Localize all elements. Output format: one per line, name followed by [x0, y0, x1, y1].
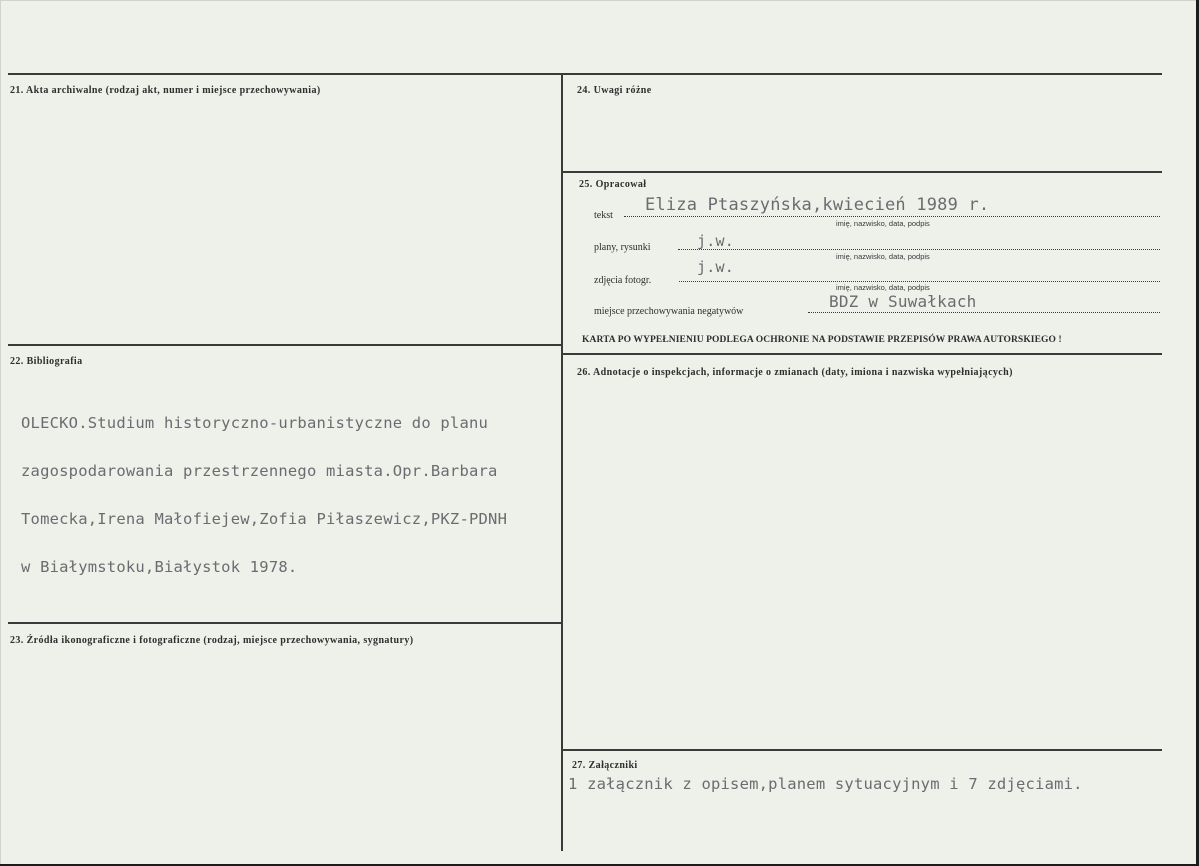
- field-value-photos: j.w.: [697, 258, 734, 276]
- field-line-photos: [679, 281, 1160, 282]
- field-line-text: [624, 216, 1160, 217]
- copyright-warning: KARTA PO WYPEŁNIENIU PODLEGA OCHRONIE NA PODSTAWIE PRZEPISÓW PRAWA AUTORSKIEGO !: [582, 335, 1062, 345]
- bibliography-line: zagospodarowania przestrzennego miasta.Opr.Barbara: [21, 462, 498, 480]
- section-26-title: 26. Adnotacje o inspekcjach, informacje o zmianach (daty, imiona i nazwiska wypełniających): [577, 367, 1013, 378]
- field-value-negatives: BDZ w Suwałkach: [829, 292, 977, 311]
- field-label-text: tekst: [594, 210, 613, 221]
- top-rule: [8, 73, 1162, 75]
- field-label-plans: plany, rysunki: [594, 242, 651, 253]
- field-hint-text: imię, nazwisko, data, podpis: [836, 219, 930, 228]
- field-hint-photos: imię, nazwisko, data, podpis: [836, 283, 930, 292]
- bibliography-text: [21, 383, 507, 607]
- field-label-negatives: miejsce przechowywania negatywów: [594, 306, 744, 317]
- field-line-negatives: [808, 312, 1160, 313]
- section-25-title: 25. Opracował: [579, 179, 647, 190]
- field-label-photos: zdjęcia fotogr.: [594, 275, 652, 286]
- field-value-plans: j.w.: [697, 232, 734, 250]
- bibliography-line: w Białymstoku,Białystok 1978.: [21, 558, 298, 576]
- section-27-title: 27. Załączniki: [572, 760, 638, 771]
- rule-25-26: [562, 353, 1162, 355]
- center-divider: [561, 73, 563, 851]
- attachments-text: 1 załącznik z opisem,planem sytuacyjnym i 7 zdjęciami.: [568, 775, 1083, 793]
- rule-24-25: [562, 171, 1162, 173]
- section-23-title: 23. Źródła ikonograficzne i fotograficzne (rodzaj, miejsce przechowywania, sygnatury): [10, 635, 414, 646]
- rule-22-23: [8, 622, 562, 624]
- field-value-text: Eliza Ptaszyńska,kwiecień 1989 r.: [645, 195, 990, 215]
- rule-21-22: [8, 344, 562, 346]
- field-hint-plans: imię, nazwisko, data, podpis: [836, 252, 930, 261]
- rule-26-27: [562, 749, 1162, 751]
- bibliography-line: Tomecka,Irena Małofiejew,Zofia Piłaszewicz,PKZ-PDNH: [21, 510, 508, 528]
- section-24-title: 24. Uwagi różne: [577, 85, 652, 96]
- bibliography-line: OLECKO.Studium historyczno-urbanistyczne do planu: [21, 414, 489, 432]
- section-22-title: 22. Bibliografia: [10, 356, 83, 367]
- field-line-plans: [678, 249, 1160, 250]
- section-21-title: 21. Akta archiwalne (rodzaj akt, numer i miejsce przechowywania): [10, 85, 321, 96]
